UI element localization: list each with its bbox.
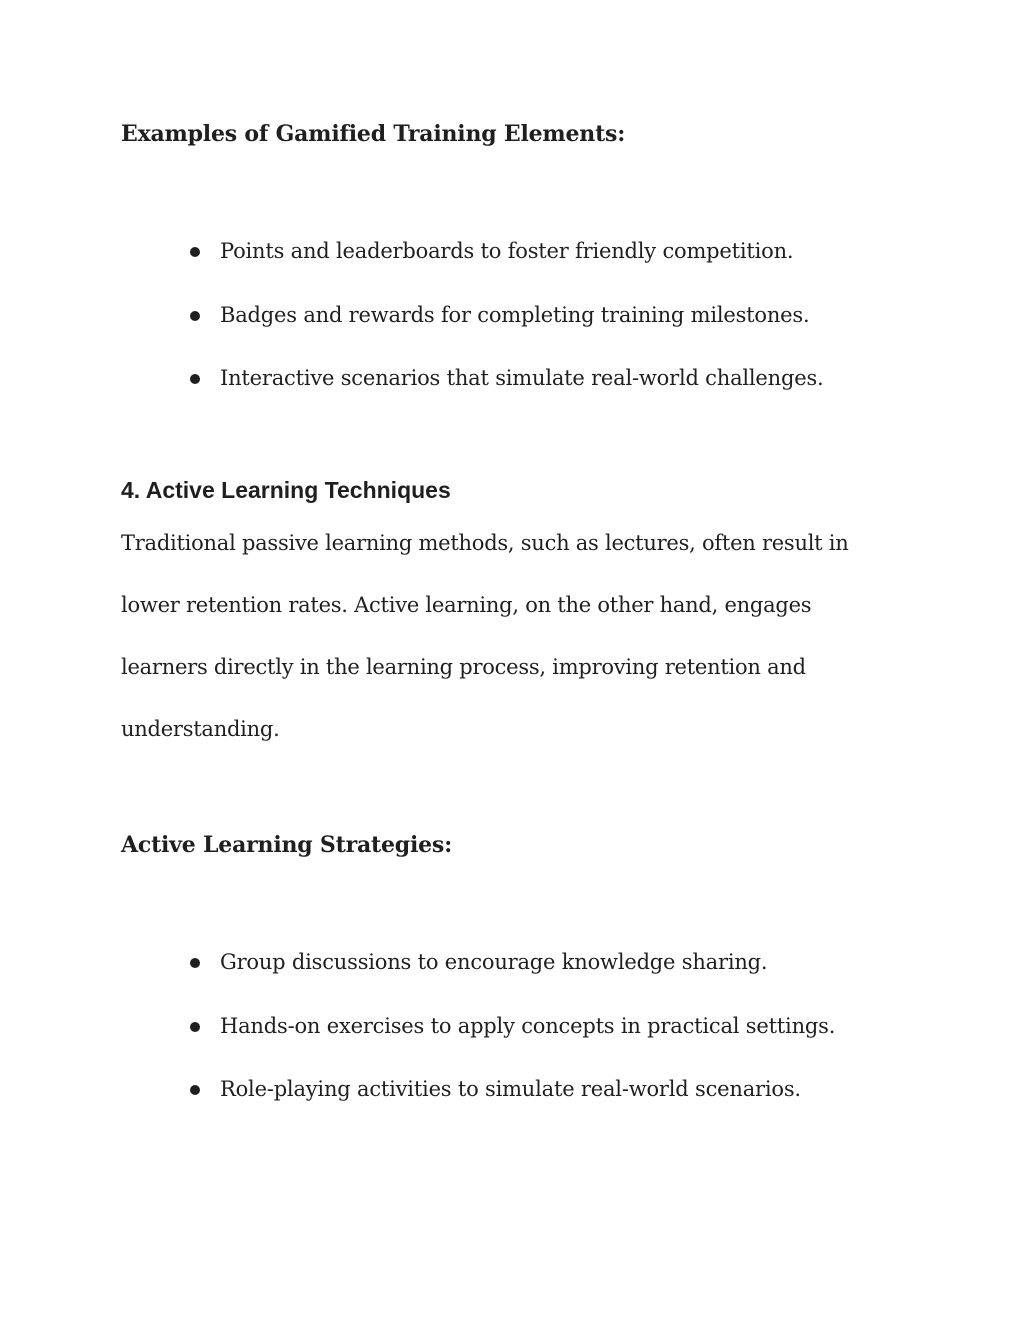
list-item-text: Points and leaderboards to foster friendly competition. [220, 239, 794, 263]
paragraph-line: understanding. [121, 717, 280, 741]
list-item [190, 300, 970, 364]
list-item-text: Role-playing activities to simulate real-world scenarios. [220, 1077, 801, 1101]
list-item [190, 1074, 970, 1138]
active-learning-techniques-heading: 4. Active Learning Techniques [121, 477, 451, 503]
gamified-elements-heading: Examples of Gamified Training Elements: [121, 121, 626, 147]
list-item-text: Interactive scenarios that simulate real-world challenges. [220, 366, 824, 390]
list-item-text: Hands-on exercises to apply concepts in practical settings. [220, 1013, 836, 1038]
bullet-icon [190, 311, 200, 321]
gamified-elements-list [190, 236, 970, 427]
active-learning-strategies-list [190, 947, 970, 1138]
list-item [190, 236, 970, 300]
bullet-icon [190, 1022, 200, 1032]
list-item-text: Badges and rewards for completing training milestones. [220, 302, 810, 327]
bullet-icon [190, 1085, 200, 1095]
paragraph-line: Traditional passive learning methods, such as lectures, often result in [121, 531, 849, 555]
list-item-text: Group discussions to encourage knowledge sharing. [220, 950, 768, 974]
bullet-icon [190, 247, 200, 257]
active-learning-strategies-heading: Active Learning Strategies: [121, 832, 453, 858]
paragraph-line: lower retention rates. Active learning, on the other hand, engages [121, 593, 812, 617]
list-item [190, 947, 970, 1011]
bullet-icon [190, 374, 200, 384]
list-item [190, 1011, 970, 1075]
active-learning-paragraph [121, 528, 911, 776]
paragraph-line: learners directly in the learning process, improving retention and [121, 655, 806, 679]
bullet-icon [190, 958, 200, 968]
list-item [190, 363, 970, 427]
